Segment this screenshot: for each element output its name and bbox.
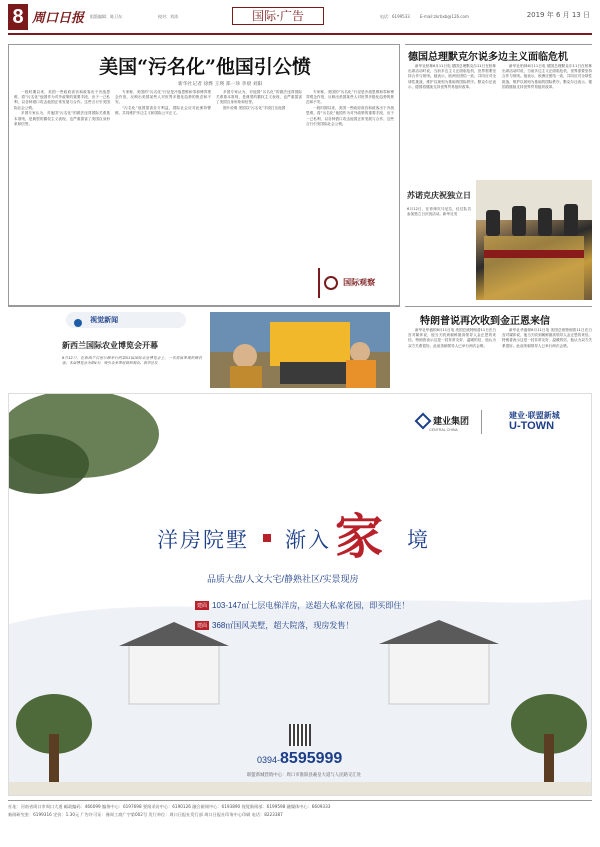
lead-story-col-2 (115, 90, 211, 300)
trump-title: 特朗普说再次收到金正恩来信 (420, 316, 550, 327)
video-news-badge (66, 312, 186, 328)
lead-story-byline: 新华社记者 徐烨 王瑛 郑一珍 李晨 刘阳 (178, 82, 263, 87)
ad-line-2-tag: 建面 (197, 623, 208, 629)
ad-line-2-text: 368㎡国风美墅，超大院落，现房发售！ (212, 621, 354, 630)
divider (405, 306, 592, 307)
photo-caption-title: 苏诺克庆祝独立日 (407, 190, 471, 200)
lead-story-col-1 (14, 90, 110, 300)
paragraph: “污名化”他国损害各方利益，国际社会应对此保持警惕，共同维护多边主义和国际公平正义。 (115, 106, 211, 116)
merkel-text-2: 新华社柏林6月11日电 德国总理默克尔11日在柏林出席活动时说，当前多边主义正面临危机，世界需要坚持合作与规则。她表示，欧洲应团结一致，共同应对全球性挑战，维护以规则为基础的国际秩序。默克尔还表示，德国将继续支持世界贸易组织改革。 (502, 64, 592, 89)
divider (405, 44, 592, 45)
phone-credit: 电话：6199533 (380, 14, 410, 19)
paragraph: 一段时期以来，美国一些政府高官和政客出于冷战思维，将“污名化”他国作为对外政策的重要手段，出于一己私利，以各种借口攻击他国正常发展与合作。这些言行引发国际社会公愤。 (14, 90, 110, 110)
trump-text-2: 新华社华盛顿6月11日电 美国总统特朗普11日在白宫对媒体说，他当天收到朝鲜最高领导人金正恩的来信。特朗普表示这是一封非常友好、温暖的信，他认为双方关系很好。此前美朝领导人已举行两次会晤。 (502, 328, 592, 348)
column-tag (318, 268, 392, 298)
brand-divider (481, 410, 482, 434)
photo-caption-text: 6月12日，在菲律宾马尼拉，仪仗队员参加独立日庆祝活动。新华社发 (407, 207, 471, 217)
lead-story-title: 美国“污名化”他国引公愤 (99, 56, 311, 78)
footer-rule (8, 800, 592, 801)
merkel-text-1: 新华社柏林6月11日电 德国总理默克尔11日在柏林出席活动时说，当前多边主义正面临危机，世界需要坚持合作与规则。她表示，欧洲应团结一致，共同应对全球性挑战，维护以规则为基础的国际秩序。默克尔还表示，德国将继续支持世界贸易组织改革。 (408, 64, 496, 89)
lead-story-col-3 (216, 90, 302, 300)
video-news-title: 新西兰国际农业博览会开幕 (62, 340, 158, 350)
proof-credit: 校对：刘涛 (158, 14, 178, 19)
seal-mark (263, 534, 271, 542)
brand-right-en: U-TOWN (509, 420, 555, 432)
video-news-label: 视觉新闻 (90, 315, 119, 324)
ad-headline-c: 境 (407, 528, 428, 552)
divider (8, 306, 400, 307)
merkel-title: 德国总理默克尔说多边主义面临危机 (408, 52, 568, 63)
email-credit: E-mail:zkrbxb@126.com (420, 14, 469, 19)
ad-line-2 (195, 620, 353, 631)
paragraph: 专家称，美国的“污名化”行径是冷战思维和零和博弈观念作祟，反映出美国某些人对世界多极化趋势的焦虑和不安。 (306, 90, 394, 105)
photo-caption: 图片说明 美国以“污名化”手段打压他国 (223, 106, 286, 111)
qr-code[interactable] (289, 724, 311, 746)
farm-expo-drawing (210, 312, 390, 388)
photo-caption-box (407, 180, 471, 300)
masthead: 周口日报 (32, 11, 85, 26)
brand-right-name: 建业·联盟新城 (509, 410, 560, 420)
footer-line-1: 社址：河南省周口市周口大道 邮政编码：466099 编务中心：6197698 要闻采访中心：6190126 融合新闻中心：6193890 视觉新闻部：6199598 融媒体中心：6609333 (8, 804, 331, 809)
ad-phone[interactable] (257, 750, 342, 768)
ad-phone-prefix: 0394- (257, 755, 281, 765)
brand-logo-icon (415, 412, 432, 429)
real-estate-ad[interactable] (8, 393, 592, 796)
ad-line-1 (195, 600, 409, 611)
ad-headline-b: 渐入 (285, 528, 331, 552)
section-title: 国际·广告 (232, 7, 324, 25)
editor-credit: 组版编辑：陈卫东 (90, 14, 122, 19)
paragraph: 专家称，美国的“污名化”行径是冷战思维和零和博弈观念作祟，反映出美国某些人对世界多极化趋势的焦虑和不安。 (115, 90, 211, 105)
header-rule (8, 33, 592, 35)
camera-icon (74, 319, 82, 327)
parade-photo-drawing (476, 180, 592, 300)
paragraph: 多国专家认为，对他国“污名化”的做法违背国际关系基本准则，是典型的霸权主义表现，也严重损害了美国自身形象和信誉。 (14, 111, 110, 126)
ad-line-1-tag: 建面 (197, 603, 208, 609)
ad-line-1-text: 103-147㎡七层电梯洋房，送超大私家花园，即买即住！ (212, 601, 410, 610)
ad-headline-big: 家 (335, 509, 384, 565)
ad-features: 品质大盘/人文大宅/静熟社区/实景现房 (207, 574, 359, 584)
farm-expo-photo (210, 312, 390, 388)
paragraph: 多国专家认为，对他国“污名化”的做法违背国际关系基本准则，是典型的霸权主义表现，也严重损害了美国自身形象和信誉。 (216, 90, 302, 105)
paragraph: 一段时期以来，美国一些政府高官和政客出于冷战思维，将“污名化”他国作为对外政策的重要手段，出于一己私利，以各种借口攻击他国正常发展与合作。这些言行引发国际社会公愤。 (306, 106, 394, 126)
ad-address: 联盟新城营销中心：周口市淮阳县羲皇大道与人民路交汇处 (246, 772, 362, 777)
lead-story-col-4 (306, 90, 394, 260)
page-number: 8 (8, 4, 28, 30)
ad-headline-a: 洋房院墅 (157, 528, 249, 552)
parade-photo (476, 180, 592, 300)
video-news-text: 6月12日，在新西兰汉密尔顿举行的第51届国际农业博览会上，一名男孩参观机械装备。本届博览会为期4天，吸引众多参展商和观众。新华社发 (62, 356, 202, 366)
trump-text-1: 新华社华盛顿6月11日电 美国总统特朗普11日在白宫对媒体说，他当天收到朝鲜最高领导人金正恩的来信。特朗普表示这是一封非常友好、温暖的信，他认为双方关系很好。此前美朝领导人已举行两次会晤。 (408, 328, 496, 348)
brand-left-en: CENTRAL CHINA (429, 428, 458, 432)
issue-date: 2019 年 6 月 13 日 (526, 11, 590, 19)
ad-phone-number: 8595999 (280, 750, 343, 767)
brand-left-name: 建业集团 (433, 416, 470, 426)
ad-brand-left (417, 414, 469, 427)
column-tag-label: 国际观察 (343, 277, 376, 287)
footer-line-2: 新闻研究室：6199316 定价：1.30元 广告许可证：豫周工商广字第002号 发行单位：周口日报社发行部 周口日报社印务中心印刷 电话：8223387 (8, 812, 283, 817)
globe-icon (324, 276, 338, 290)
